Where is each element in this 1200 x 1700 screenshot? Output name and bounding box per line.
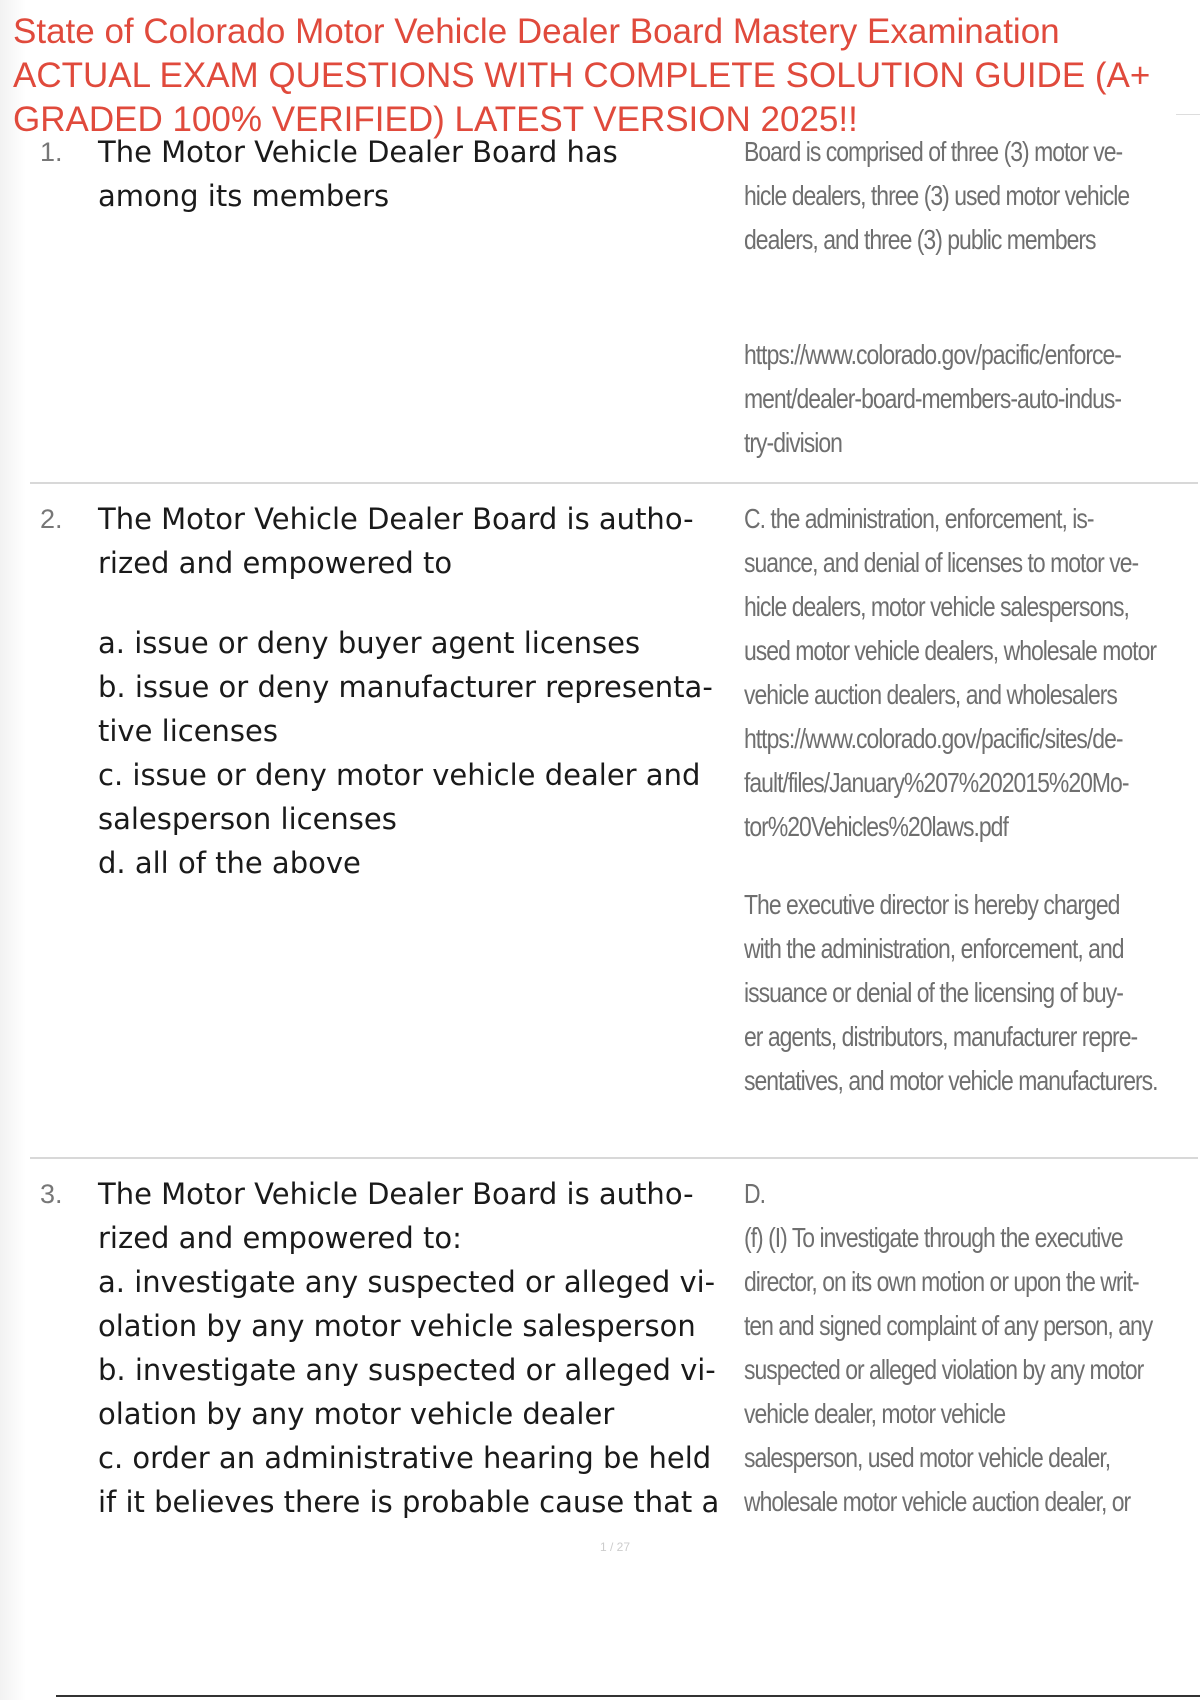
answer-line: used motor vehicle dealers, wholesale motor <box>744 635 1157 666</box>
answer-link-line: https://www.colorado.gov/pacific/sites/de- <box>744 723 1123 754</box>
question-text <box>98 1172 758 1524</box>
question-line: rized and empowered to: <box>98 1221 462 1255</box>
page-number: 1 / 27 <box>600 1540 631 1554</box>
option-b: b. issue or deny manufacturer representa- <box>98 670 713 704</box>
question-line: The Motor Vehicle Dealer Board is autho- <box>98 502 694 536</box>
answer-line: The executive director is hereby charged <box>744 889 1120 920</box>
title-line-2: ACTUAL EXAM QUESTIONS WITH COMPLETE SOLUTION GUIDE (A+ <box>13 56 1151 95</box>
option-c-cont: salesperson licenses <box>98 802 397 836</box>
answer-line: director, on its own motion or upon the writ- <box>744 1266 1139 1297</box>
answer-line: vehicle dealer, motor vehicle <box>744 1398 1006 1429</box>
question-line: The Motor Vehicle Dealer Board is autho- <box>98 1177 694 1211</box>
document-title <box>13 10 1193 142</box>
answer-line: D. <box>744 1178 765 1209</box>
question-text <box>98 130 758 218</box>
answer-line: with the administration, enforcement, and <box>744 933 1124 964</box>
qa-divider <box>30 482 1198 484</box>
answer-link-line: https://www.colorado.gov/pacific/enforce- <box>744 339 1121 370</box>
answer-line: suance, and denial of licenses to motor ve- <box>744 547 1139 578</box>
answer-line: salesperson, used motor vehicle dealer, <box>744 1442 1111 1473</box>
option-b: b. investigate any suspected or alleged vi- <box>98 1353 716 1387</box>
question-line: among its members <box>98 179 390 213</box>
question-line: rized and empowered to <box>98 546 453 580</box>
answer-line: Board is comprised of three (3) motor ve- <box>744 136 1123 167</box>
option-a: a. investigate any suspected or alleged vi- <box>98 1265 716 1299</box>
option-a: a. issue or deny buyer agent licenses <box>98 626 641 660</box>
option-b-cont: tive licenses <box>98 714 278 748</box>
option-c: c. issue or deny motor vehicle dealer and <box>98 758 701 792</box>
answer-link-line: ment/dealer-board-members-auto-indus- <box>744 383 1122 414</box>
answer-line: C. the administration, enforcement, is- <box>744 503 1094 534</box>
answer-link-line: try-division <box>744 427 842 458</box>
answer-line: hicle dealers, motor vehicle salespersons, <box>744 591 1129 622</box>
qa-divider <box>30 1157 1198 1159</box>
option-a-cont: olation by any motor vehicle salesperson <box>98 1309 696 1343</box>
question-number: 2. <box>40 504 63 534</box>
title-line-3: GRADED 100% VERIFIED) LATEST VERSION 2025!! <box>13 100 858 139</box>
answer-line: vehicle auction dealers, and wholesalers <box>744 679 1117 710</box>
question-text <box>98 497 758 885</box>
option-c-cont: if it believes there is probable cause that a <box>98 1485 720 1519</box>
answer-text <box>744 130 1200 465</box>
question-line: The Motor Vehicle Dealer Board has <box>98 135 618 169</box>
title-line-1: State of Colorado Motor Vehicle Dealer Board Mastery Examination <box>13 12 1060 51</box>
answer-line: issuance or denial of the licensing of buy- <box>744 977 1123 1008</box>
answer-line: suspected or alleged violation by any motor <box>744 1354 1144 1385</box>
answer-link-line: tor%20Vehicles%20laws.pdf <box>744 811 1008 842</box>
option-c: c. order an administrative hearing be held <box>98 1441 712 1475</box>
bottom-rule <box>56 1695 1200 1697</box>
answer-line: dealers, and three (3) public members <box>744 224 1096 255</box>
answer-line: ten and signed complaint of any person, any <box>744 1310 1153 1341</box>
answer-line: (f) (I) To investigate through the executive <box>744 1222 1123 1253</box>
answer-link-line: fault/files/January%207%202015%20Mo- <box>744 767 1129 798</box>
page-edge-shadow <box>0 0 26 1700</box>
answer-line: hicle dealers, three (3) used motor vehicle <box>744 180 1130 211</box>
answer-text <box>744 497 1200 1103</box>
option-b-cont: olation by any motor vehicle dealer <box>98 1397 615 1431</box>
answer-line: er agents, distributors, manufacturer repre- <box>744 1021 1138 1052</box>
answer-text <box>744 1172 1200 1524</box>
question-number: 3. <box>40 1179 63 1209</box>
answer-line: sentatives, and motor vehicle manufacturers. <box>744 1065 1158 1096</box>
option-d: d. all of the above <box>98 846 361 880</box>
answer-line: wholesale motor vehicle auction dealer, or <box>744 1486 1131 1517</box>
question-number: 1. <box>40 137 63 167</box>
